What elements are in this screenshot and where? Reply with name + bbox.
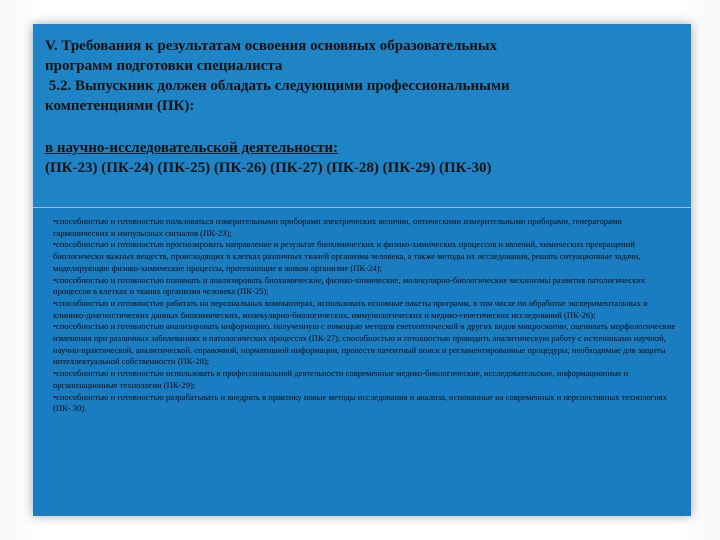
competency-item: •способностью и готовностью работать на персональных компьютерах, использовать основные пакеты программ, в том числе по обработке экспериментальных и клинико-диагностических данных биохимических, молекулярно-биологических, иммунологических и медико-генетических исследований (ПК-26); xyxy=(53,297,648,320)
slide-content-frame xyxy=(33,24,691,516)
competencies-list xyxy=(33,207,691,516)
subtitle-competency-codes: (ПК-23) (ПК-24) (ПК-25) (ПК-26) (ПК-27) (ПК-28) (ПК-29) (ПК-30) xyxy=(45,160,492,176)
competency-item: •способностью и готовностью прогнозировать направление и результат биохимических и физико-химических процессов и явлений, химических превращений биологически важных веществ, происходящих в клетках различных тканей организма человека, а также методы их исследования, решать ситуационные задачи, моделирующие физико-химические процессы, протекающие в живом организме (ПК-24); xyxy=(53,239,641,273)
competency-item: •способностью и готовностью анализировать информацию, полученную с помощью методов светооптической и других видов микроскопии, оценивать морфологические изменения при различных заболеваниях и патологических процессах (ПК-27); способностью и готовностью проводить аналитическую работу с источниками научной, научно-практической, аналитической, справочной, нормативной информации, провести патентный поиск и регламентированные процедуры, необходимые для защиты интеллектуальной собственности (ПК-28); xyxy=(53,321,676,367)
competency-item: •способностью и готовностью использовать в профессиональной деятельности современные медико-биологические, исследовательские, информационные и организационные технологии (ПК-29); xyxy=(53,368,629,390)
title-line: компетенциями (ПК): xyxy=(45,98,195,114)
competency-item: •способностью и готовностью понимать и анализировать биохимические, физико-химические, молекулярно-биологические механизмы развития патологических процессов в клетках и тканях организма человека (ПК-25); xyxy=(53,274,646,297)
title-box xyxy=(33,24,691,207)
title-line: программ подготовки специалиста xyxy=(45,58,283,74)
competency-item: •способностью и готовностью пользоваться измерительными приборами электрических величин, оптическими измерительными приборами, генераторами гармонических и импульсных сигналов (ПК-23); xyxy=(53,216,622,238)
competency-item: •способностью и готовностью разрабатывать и внедрять в практику новые методы исследования и анализа, основанные на современных и перспективных технологиях (ПК- 30). xyxy=(53,391,668,414)
subtitle-area: в научно-исследовательской деятельности: xyxy=(45,140,338,156)
title-gap xyxy=(45,116,679,138)
title-line: V. Требования к результатам освоения основных образовательных xyxy=(45,38,498,54)
title-line: 5.2. Выпускник должен обладать следующими профессиональными xyxy=(45,78,510,94)
